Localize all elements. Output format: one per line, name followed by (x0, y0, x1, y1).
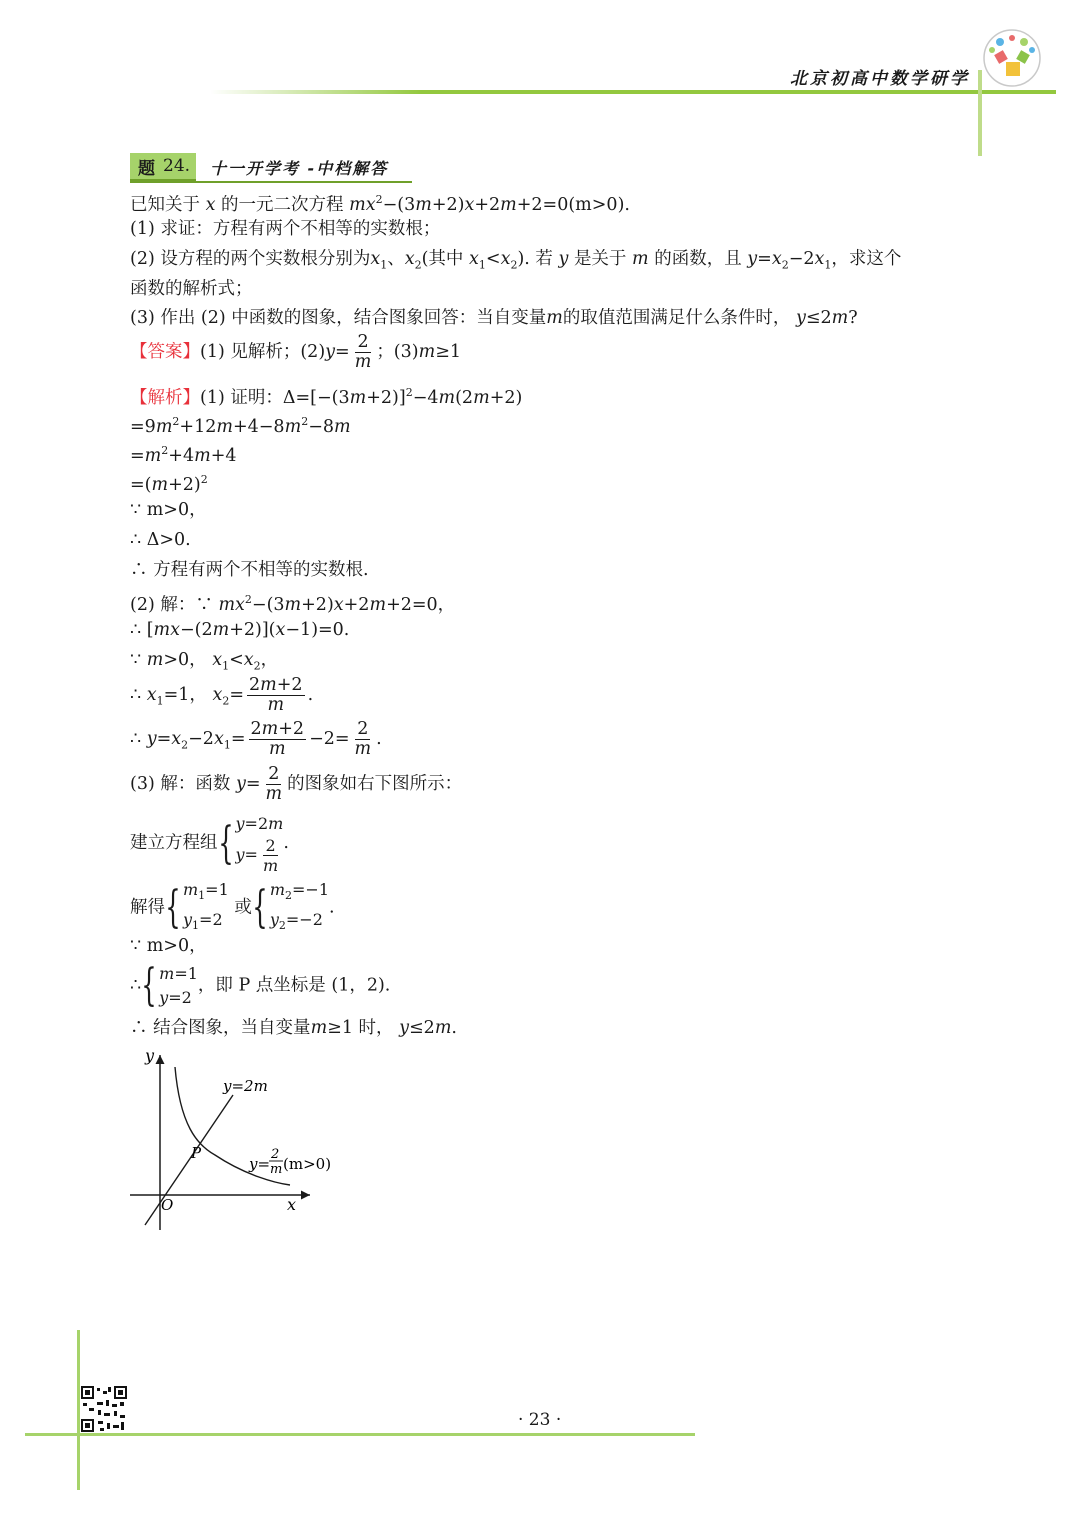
y-axis-label: y (145, 1046, 155, 1065)
solution-line-13: (3) 解：函数 y= $\frac{2}{m}$ 的图象如右下图所示： (130, 764, 463, 804)
question-title (130, 154, 410, 180)
point-label: P (191, 1144, 202, 1162)
solution-label: 【解析】 (130, 387, 200, 408)
solution-line-1: 【解析】(1) 证明：$\Delta=[-(3m+2)]^2-4m(2m+2)$ (130, 386, 523, 408)
question-number-box (130, 153, 196, 181)
solution-line-6: ∴ Δ>0. (130, 530, 191, 550)
solution-line-16: ∵ m>0， (130, 936, 207, 956)
question-number: 24. (163, 156, 191, 176)
question-subtitle: 十一开学考 -中档解答 (210, 158, 389, 178)
solution-line-11: ∴ $x_1=1$， $x_2=$ $\frac{2m+2}{m}$ . (130, 675, 314, 715)
line-y-2m (145, 1095, 233, 1225)
qr-code-icon (80, 1385, 128, 1433)
function-graph (125, 1045, 365, 1235)
problem-part-1: (1) 求证：方程有两个不相等的实数根； (130, 219, 441, 239)
answer-label: 【答案】 (130, 342, 200, 362)
solution-line-12: ∴ $y=x_2-2x_1=$ $\frac{2m+2}{m}$ −2= $\frac{2}{m}$ . (130, 719, 382, 759)
solution-line-10: ∵ m>0， $x_1<x_2$， (130, 650, 279, 673)
solution-line-4: $=(m+2)^2$ (130, 473, 208, 495)
solution-line-17: ∴{ m=1 y=2 ，即 P 点坐标是 (1，2). (130, 960, 391, 1011)
curve-label: y= (249, 1155, 271, 1173)
footer-rule (25, 1433, 695, 1436)
x-axis-label: x (287, 1195, 297, 1214)
solution-line-9: ∴ [mx−(2m+2)](x−1)=0. (130, 620, 350, 640)
question-title-rule (130, 181, 412, 183)
curve-label-cond: (m>0) (283, 1155, 332, 1173)
origin-label: O (161, 1196, 174, 1214)
solution-line-8: (2) 解：∵ $mx^2-(3m+2)x+2m+2=0$， (130, 593, 456, 615)
curve-label-den: m (270, 1162, 283, 1177)
solution-line-15: 解得{ $m_1=1$ $y_1=2$ 或{ $m_2=-1$ $y_2=-2$ . (130, 880, 335, 934)
header-rule (210, 90, 1056, 94)
problem-part-3: (3) 作出 (2) 中函数的图象，结合图象回答：当自变量m的取值范围满足什么条件时， y≤2m? (130, 308, 858, 328)
problem-part-2: (2) 设方程的两个实数根分别为$x_1$、$x_2$(其中 $x_1<x_2$). 若 y 是关于 m 的函数，且 $y=x_2-2x_1$，求这个 (130, 249, 902, 272)
solution-line-14: 建立方程组{ y=2m y= $\frac{2}{m}$ . (130, 814, 289, 875)
solution-line-5: ∵ m>0， (130, 500, 207, 520)
solution-line-18: ∴ 结合图象，当自变量m≥1 时， y≤2m. (130, 1018, 457, 1038)
solution-line-2: $=9m^2+12m+4-8m^2-8m$ (130, 415, 351, 437)
tree-logo-icon (982, 28, 1042, 88)
question-label: 题 (138, 158, 155, 179)
problem-line-1: 已知关于 x 的一元二次方程 $mx^2-(3m+2)x+2m+2=0(m>0)$. (130, 193, 630, 215)
solution-line-3: $=m^2+4m+4$ (130, 444, 237, 466)
line-label: y=2m (223, 1077, 268, 1095)
solution-line-7: ∴ 方程有两个不相等的实数根. (130, 560, 369, 580)
answer-line: 【答案】(1) 见解析；(2)y= $\frac{2}{m}$ ；(3)m≥1 (130, 332, 462, 372)
header-vertical-rule (978, 70, 982, 156)
curve-label-num: 2 (271, 1147, 280, 1162)
page-number: · 23 · (518, 1410, 562, 1430)
header-brand: 北京初高中数学研学 (790, 69, 970, 89)
problem-part-2-cont: 函数的解析式； (130, 279, 253, 299)
